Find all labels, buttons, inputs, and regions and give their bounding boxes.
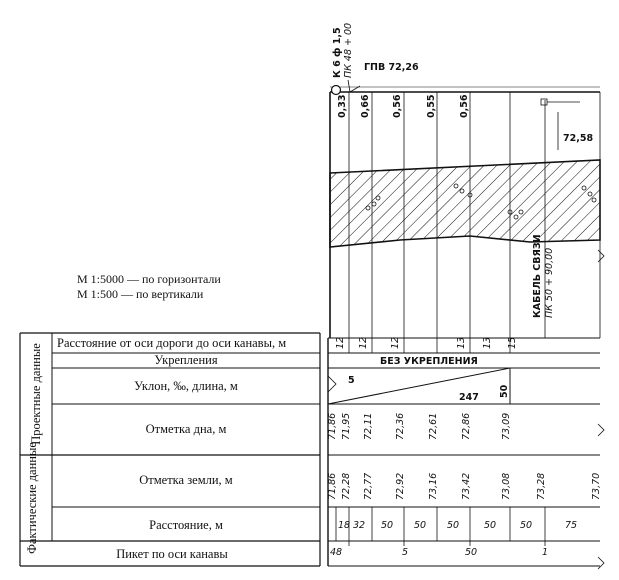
depth-value: 0,55 (426, 94, 437, 118)
cable-picket: ПК 50 + 90,00 (544, 247, 555, 318)
cable-label: КАБЕЛЬ СВЯЗИ (532, 234, 543, 318)
row-label-reinforcement: Укрепления (154, 353, 218, 367)
gpv-label: ГПВ 72,26 (364, 62, 419, 73)
scale-vertical: М 1:500 — по вертикали (77, 287, 204, 301)
cell-value: 75 (565, 520, 578, 531)
cell-value: 50 (381, 520, 394, 531)
cell-value: 18 (338, 520, 351, 531)
cell-value: 50 (414, 520, 427, 531)
row-label-slope: Уклон, ‰, длина, м (134, 379, 238, 393)
row-label-picket: Пикет по оси канавы (116, 547, 228, 561)
cell-value: 72,11 (363, 412, 374, 440)
cell-value: 1 (542, 547, 549, 558)
header-well-label: К 6 ф 1,5 (332, 27, 343, 78)
cell-value: 72,61 (428, 412, 439, 440)
row-label-distance-axis: Расстояние от оси дороги до оси канавы, м (57, 336, 287, 350)
cell-value: 71,86 (327, 412, 338, 440)
row-label-distance: Расстояние, м (149, 518, 223, 532)
cell-value: 71,86 (327, 472, 338, 500)
group-project-label: Проектные данные (29, 343, 43, 445)
group-actual-label: Фактические данные (25, 442, 39, 554)
cell-value: 73,70 (591, 472, 602, 500)
cell-value: 71,95 (341, 412, 352, 440)
cell-value: 5 (402, 547, 409, 558)
depth-values (337, 94, 470, 118)
cell-value: 50 (484, 520, 497, 531)
header-picket-label: ПК 48 + 00 (343, 22, 354, 78)
ditch-section-hatch (330, 160, 600, 247)
cell-value: 72,92 (395, 472, 406, 500)
slope-end: 50 (499, 384, 510, 398)
level-mark-value: 72,58 (563, 133, 594, 144)
cell-value: 13 (456, 336, 467, 349)
cell-value: 48 (330, 547, 343, 558)
cell-value: 12 (390, 336, 401, 349)
slope-length: 247 (459, 392, 479, 403)
cell-value: 15 (507, 336, 518, 349)
cell-value: 73,08 (501, 472, 512, 500)
cell-value: 50 (447, 520, 460, 531)
row-label-bottom-mark: Отметка дна, м (145, 422, 227, 436)
cell-value: 73,42 (461, 472, 472, 500)
cell-value: 72,28 (341, 472, 352, 500)
bottom-mark-values (327, 413, 512, 440)
cell-value: 73,09 (501, 412, 512, 440)
cell-value: 50 (520, 520, 533, 531)
cell-value: 12 (335, 336, 346, 349)
cell-value: 12 (358, 336, 369, 349)
depth-value: 0,56 (459, 94, 470, 118)
scale-horizontal: М 1:5000 — по горизонтали (77, 272, 221, 286)
data-table (20, 333, 600, 566)
distance-axis-values (335, 337, 518, 349)
ground-mark-values (327, 473, 602, 500)
reinforcement-value: БЕЗ УКРЕПЛЕНИЯ (380, 356, 478, 367)
slope-value: 5 (348, 375, 355, 386)
depth-value: 0,66 (360, 94, 371, 118)
well-symbol (332, 86, 341, 95)
cell-value: 72,86 (461, 412, 472, 440)
row-label-ground-mark: Отметка земли, м (139, 473, 233, 487)
cell-value: 50 (465, 547, 478, 558)
depth-value: 0,56 (392, 94, 403, 118)
cell-value: 13 (482, 336, 493, 349)
cell-value: 73,16 (428, 472, 439, 500)
cell-value: 73,28 (536, 472, 547, 500)
cell-value: 32 (353, 520, 366, 531)
distance-values (338, 520, 577, 531)
cell-value: 72,36 (395, 412, 406, 440)
cell-value: 72,77 (363, 472, 374, 500)
picket-values (330, 547, 548, 558)
depth-value: 0,33 (337, 94, 348, 118)
